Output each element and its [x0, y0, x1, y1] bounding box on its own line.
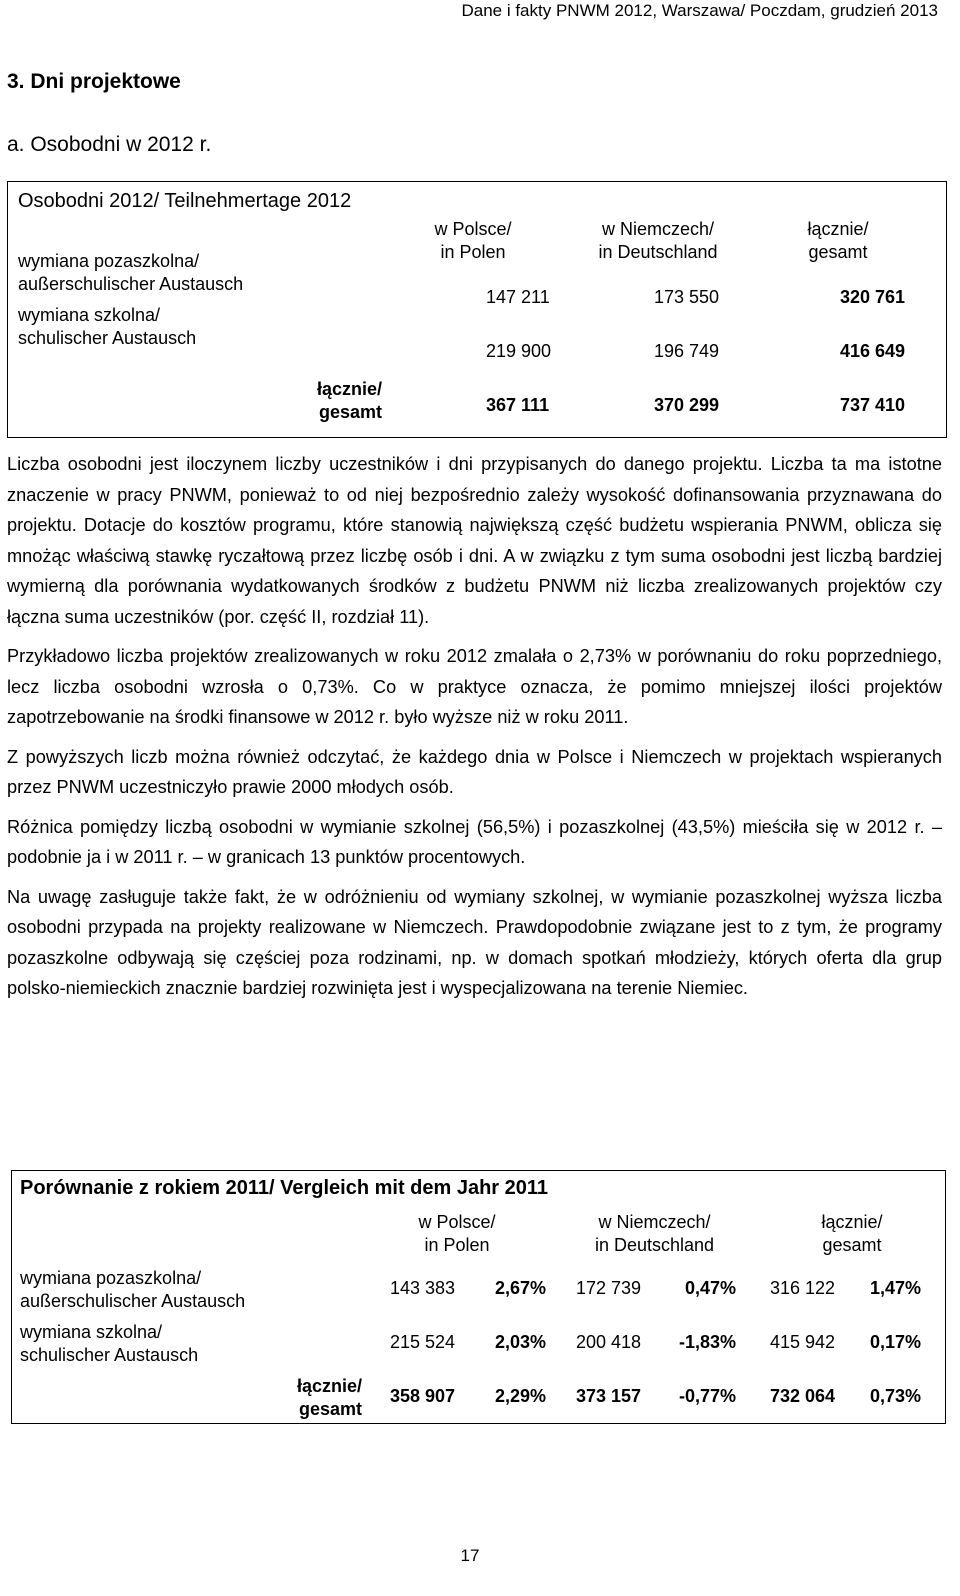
- row-label: wymiana pozaszkolna/ außerschulischer Austausch: [18, 251, 244, 294]
- row-label: wymiana pozaszkolna/ außerschulischer Austausch: [20, 1268, 246, 1311]
- row-label-total: łącznie/ gesamt: [296, 1376, 362, 1419]
- row-label: wymiana szkolna/ schulischer Austausch: [18, 305, 197, 348]
- table-title: Porównanie z rokiem 2011/ Vergleich mit dem Jahr 2011: [20, 1177, 549, 1199]
- col-header-poland: w Polsce/ in Polen: [434, 219, 512, 262]
- col-header-germany: w Niemczech/ in Deutschland: [598, 219, 718, 262]
- cell-percent: 2,67%: [495, 1278, 547, 1298]
- cell-value: 732 064: [770, 1386, 836, 1406]
- cell-percent: 0,47%: [685, 1278, 737, 1298]
- cell-value: 316 122: [770, 1278, 836, 1298]
- cell-value: 358 907: [390, 1386, 456, 1406]
- row-label: wymiana szkolna/ schulischer Austausch: [20, 1322, 199, 1365]
- cell-value: 143 383: [390, 1278, 456, 1298]
- cell-percent: 2,03%: [495, 1332, 547, 1352]
- cell-percent: -1,83%: [679, 1332, 737, 1352]
- cell-value: 147 211: [486, 287, 550, 307]
- cell-value: 320 761: [840, 287, 906, 307]
- col-header-poland: w Polsce/ in Polen: [418, 1212, 496, 1255]
- paragraph: Przykładowo liczba projektów zrealizowanych w roku 2012 zmalała o 2,73% w porównaniu do roku poprzedniego, lecz liczba osobodni wzrosła o 0,73%. Co w praktyce oznacza, że pomimo mniejszej ilości projektów zapotrzebowanie na środki finansowe w 2012 r. było wyższe niż w roku 2011.: [7, 646, 942, 727]
- cell-value: 373 157: [576, 1386, 642, 1406]
- paragraph: Z powyższych liczb można również odczytać, że każdego dnia w Polsce i Niemczech w projektach wspieranych przez PNWM uczestniczyło prawie 2000 młodych osób.: [7, 746, 942, 797]
- col-header-germany: w Niemczech/ in Deutschland: [594, 1212, 715, 1255]
- cell-value: 370 299: [654, 395, 720, 415]
- cell-value: 173 550: [654, 287, 720, 307]
- paragraph: Liczba osobodni jest iloczynem liczby uczestników i dni przypisanych do danego projektu. Liczba ta ma istotne znaczenie w pracy PNWM, ponieważ to od niej bezpośrednio zależy wysokość dofinansowania przyznawana do projektu. Dotacje do kosztów programu, które stanowią największą część budżetu wspierania PNWM, oblicza się mnożąc właściwą stawkę ryczałtową przez liczbę osób i dni. A w związku z tym suma osobodni jest liczbą bardziej wymierną dla porównania wydatkowanych środków z budżetu PNWM niż liczba zrealizowanych projektów czy łączna suma uczestników (por. część II, rozdział 11).: [7, 454, 942, 627]
- page-number: 17: [460, 1546, 480, 1565]
- col-header-total: łącznie/ gesamt: [807, 219, 869, 262]
- table-2012: [7, 181, 947, 438]
- cell-value: 200 418: [576, 1332, 642, 1352]
- table-comparison-2011: [11, 1170, 946, 1424]
- row-label-total: łącznie/ gesamt: [316, 379, 382, 422]
- cell-percent: 0,73%: [870, 1386, 922, 1406]
- cell-value: 215 524: [390, 1332, 456, 1352]
- body-text: [7, 449, 942, 1004]
- table-title: Osobodni 2012/ Teilnehmertage 2012: [18, 190, 352, 212]
- cell-percent: 1,47%: [870, 1278, 922, 1298]
- running-header: Dane i fakty PNWM 2012, Warszawa/ Poczdam, grudzień 2013: [461, 1, 938, 20]
- cell-value: 367 111: [486, 395, 550, 415]
- paragraph: Na uwagę zasługuje także fakt, że w odróżnieniu od wymiany szkolnej, w wymianie pozaszkolnej wyższa liczba osobodni przypada na projekty realizowane w Niemczech. Prawdopodobnie związane jest to z tym, że programy pozaszkolne odbywają się częściej poza rodzinami, np. w domach spotkań młodzieży, których oferta dla grup polsko-niemieckich znacznie bardziej rozwinięta jest i wyspecjalizowana na terenie Niemiec.: [7, 886, 942, 998]
- section-title: 3. Dni projektowe: [7, 70, 181, 93]
- subsection-title: a. Osobodni w 2012 r.: [7, 133, 212, 156]
- cell-value: 737 410: [840, 395, 906, 415]
- cell-value: 196 749: [654, 341, 720, 361]
- cell-value: 219 900: [486, 341, 552, 361]
- col-header-total: łącznie/ gesamt: [821, 1212, 883, 1255]
- cell-value: 415 942: [770, 1332, 836, 1352]
- cell-value: 416 649: [840, 341, 906, 361]
- paragraph: Różnica pomiędzy liczbą osobodni w wymianie szkolnej (56,5%) i pozaszkolnej (43,5%) mieściła się w 2012 r. – podobnie ja i w 2011 r. – w granicach 13 punktów procentowych.: [7, 816, 942, 867]
- cell-percent: -0,77%: [679, 1386, 737, 1406]
- cell-percent: 0,17%: [870, 1332, 922, 1352]
- cell-value: 172 739: [576, 1278, 642, 1298]
- cell-percent: 2,29%: [495, 1386, 547, 1406]
